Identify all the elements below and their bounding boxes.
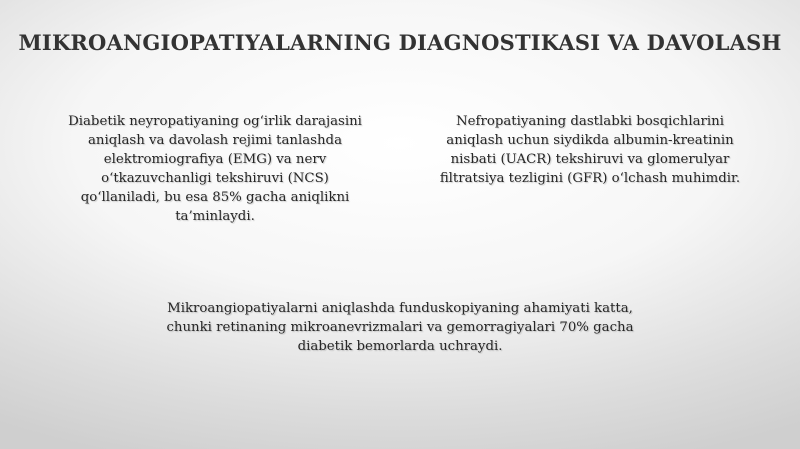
nephropathy-diagnostics-text: Nefropatiyaning dastlabki bosqichlarini aniqlash uchun siydikda albumin-kreatinin nisbati (UACR) tekshiruvi va glomerulyar filtratsiya tezligini (GFR) o‘lchash muhimdir. [439, 114, 741, 186]
neuropathy-diagnostics-text: Diabetik neyropatiyaning og‘irlik darajasini aniqlash va davolash rejimi tanlashda elektromiografiya (EMG) va nerv o‘tkazuvchanligi tekshiruvi (NCS) qo‘llaniladi, bu esa 85% gacha aniqlikni ta’minlaydi. [68, 114, 362, 224]
retinopathy-diagnostics-text: Mikroangiopatiyalarni aniqlashda funduskopiyaning ahamiyati katta, chunki retinaning mikroanevrizmalari va gemorragiyalari 70% gacha diabetik bemorlarda uchraydi. [166, 301, 634, 354]
slide-title: MIKROANGIOPATIYALARNING DIAGNOSTIKASI VA DAVOLASH [18, 30, 782, 55]
